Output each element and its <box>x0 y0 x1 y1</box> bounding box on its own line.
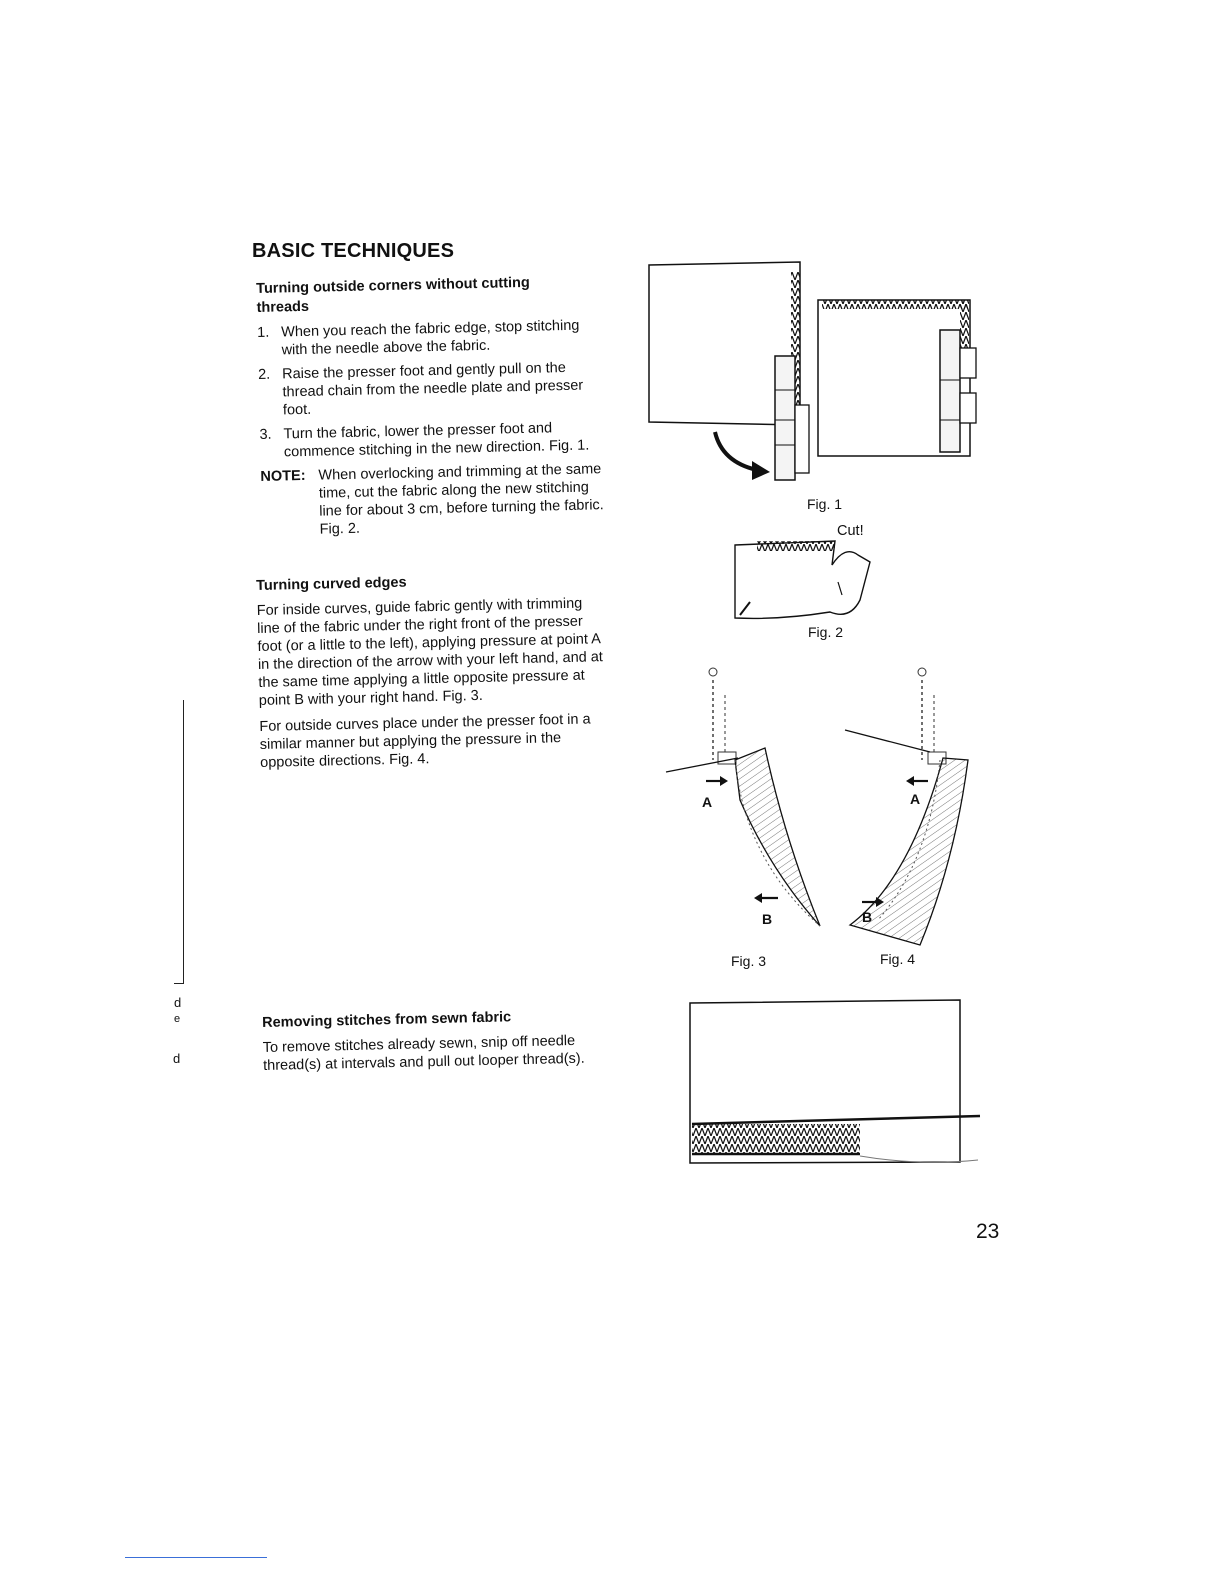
figure-2-illustration <box>735 541 870 618</box>
margin-mark: e <box>174 1013 181 1025</box>
section-title: Turning outside corners without cutting threads <box>256 274 530 316</box>
point-a-label: A <box>702 794 713 810</box>
margin-mark: d <box>173 1051 181 1066</box>
step-number: 2. <box>257 366 271 383</box>
arrow-head-icon <box>720 776 728 786</box>
paragraph: For outside curves place under the presser foot in a similar manner but applying the pressure in the opposite directions. Fig. 4. <box>259 711 591 771</box>
arrow-head-icon <box>752 461 770 480</box>
thread-line <box>666 758 738 772</box>
figure-label: Fig. 2 <box>808 624 844 640</box>
section-title: Turning curved edges <box>256 574 407 594</box>
step-number: 3. <box>259 426 272 443</box>
arrow-head-icon <box>906 776 914 786</box>
step-text: Raise the presser foot and gently pull on the thread chain from the needle plate and presser foot. <box>281 359 584 419</box>
overlock-stitch <box>692 1124 860 1154</box>
step-text: When you reach the fabric edge, stop stitching with the needle above the fabric. <box>281 317 580 359</box>
presser-foot-icon <box>709 668 736 764</box>
figure-4-illustration <box>845 668 968 945</box>
note-text: When overlocking and trimming at the same time, cut the fabric along the new stitching line for about 3 cm, before turning the fabric. Fig. 2. <box>318 461 604 538</box>
fabric-piece <box>735 541 870 618</box>
page-number: 23 <box>976 1220 1000 1243</box>
paragraph: To remove stitches already sewn, snip off needle thread(s) at intervals and pull out looper thread(s). <box>262 1032 585 1074</box>
figure-label: Fig. 3 <box>731 953 767 969</box>
point-b-label: B <box>762 911 773 927</box>
margin-mark: d <box>174 995 182 1010</box>
figure-1-illustration <box>649 262 976 480</box>
figure-3-illustration <box>666 668 820 926</box>
note-label: NOTE: <box>260 467 306 485</box>
arrow-head-icon <box>754 893 762 903</box>
point-a-label: A <box>910 791 921 807</box>
point-b-label: B <box>862 909 873 925</box>
overlock-stitch <box>822 300 968 309</box>
paragraph: For inside curves, guide fabric gently with trimming line of the fabric under the right front of the presser foot (or a little to the left), applying pressure at point A in the direction of the arrow with your left hand, and at the same time applying a little opposite pressure at point B with your right hand. Fig. 3. <box>256 595 604 709</box>
figure-label: Fig. 4 <box>880 951 916 967</box>
overlock-stitch <box>757 541 835 551</box>
cut-label: Cut! <box>837 523 864 539</box>
turn-arrow-icon <box>715 432 757 470</box>
page-title: BASIC TECHNIQUES <box>252 240 455 262</box>
presser-foot-icon <box>775 356 809 480</box>
step-number: 1. <box>257 324 270 341</box>
section-title: Removing stitches from sewn fabric <box>262 1009 512 1031</box>
figure-5-illustration <box>690 1000 980 1163</box>
thread-line <box>845 730 930 752</box>
fabric-curve <box>735 748 820 926</box>
figure-label: Fig. 1 <box>807 496 843 512</box>
step-text: Turn the fabric, lower the presser foot and commence stitching in the new direction. Fig. 1. <box>283 420 590 461</box>
